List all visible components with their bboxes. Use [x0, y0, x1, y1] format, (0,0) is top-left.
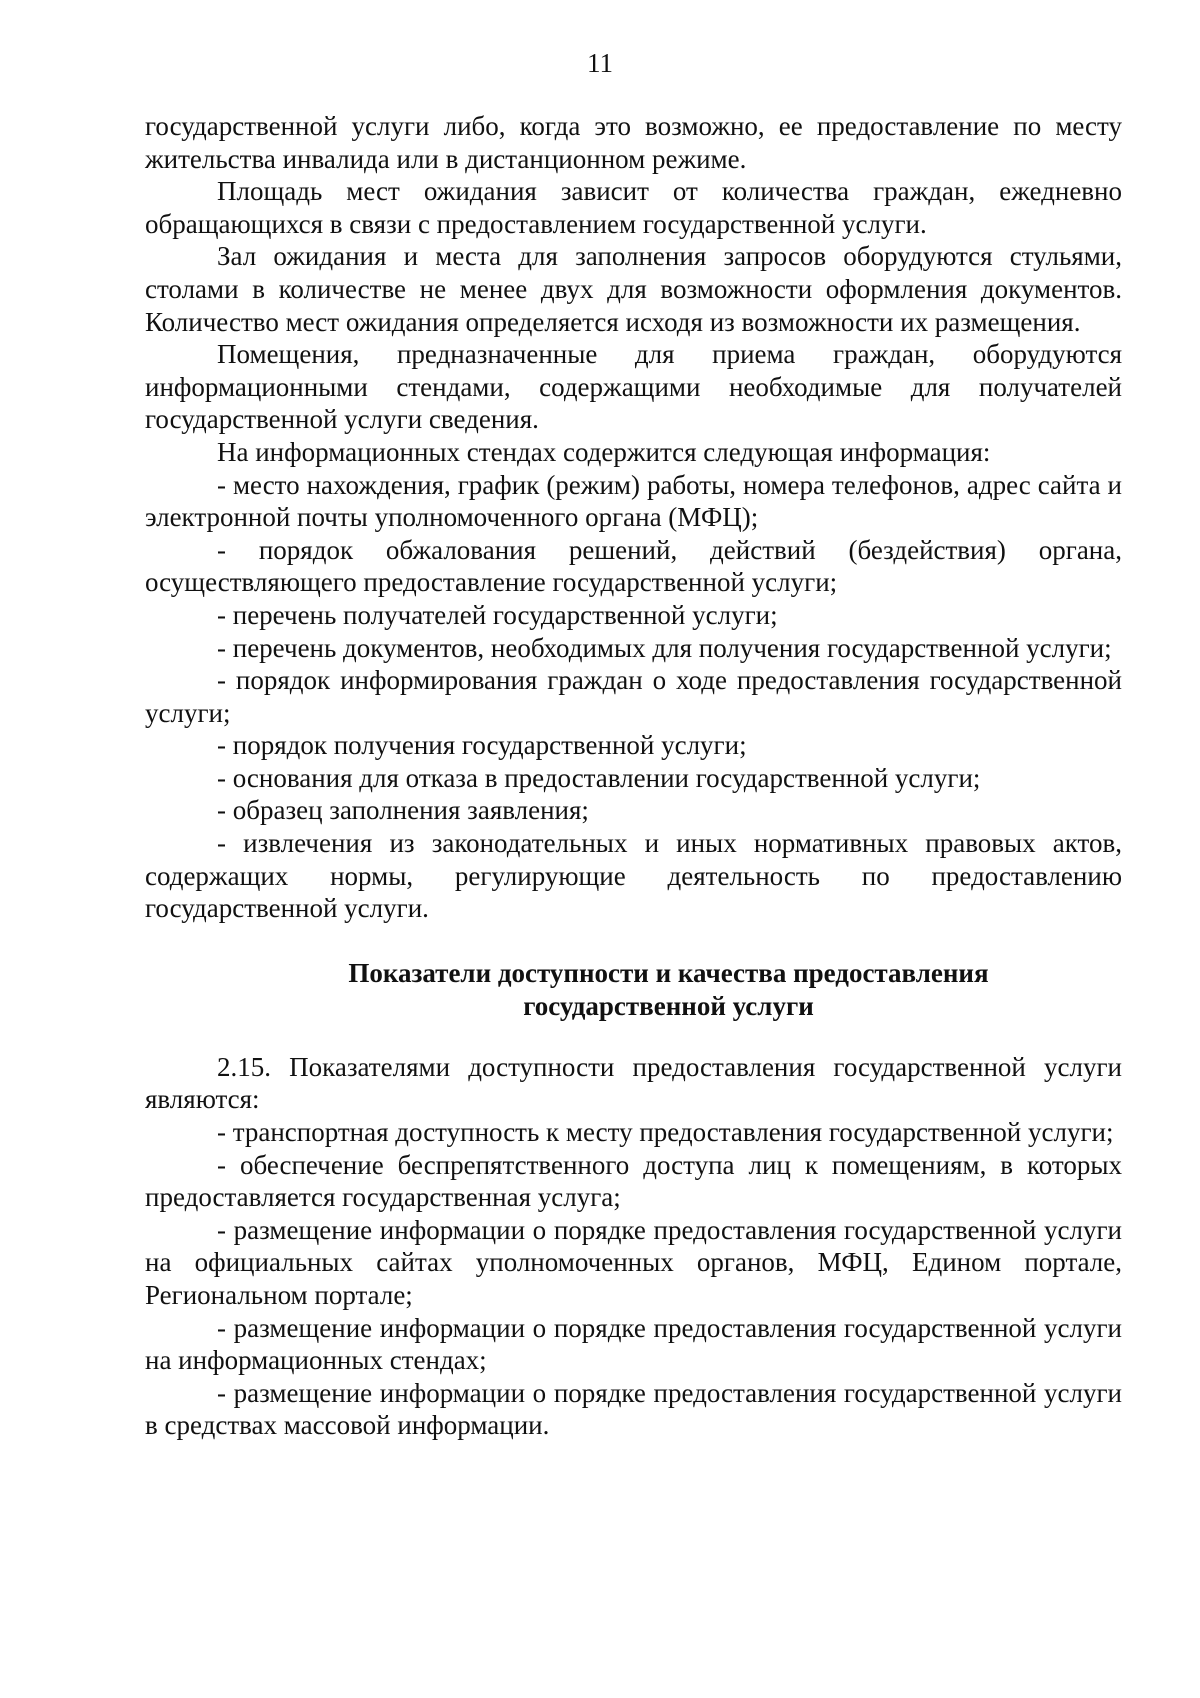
list-item: - порядок обжалования решений, действий (бездействия) органа, осуществляющего предоставление государственной услуги;	[145, 534, 1122, 598]
list-item: - транспортная доступность к месту предоставления государственной услуги;	[217, 1117, 1114, 1148]
page-number: 11	[587, 48, 613, 78]
list-item: - перечень документов, необходимых для получения государственной услуги;	[217, 632, 1112, 663]
list-item: - извлечения из законодательных и иных нормативных правовых актов, содержащих нормы, регулирующие деятельность по предоставлению государственной услуги.	[145, 828, 1122, 924]
list-item: - перечень получателей государственной услуги;	[217, 599, 778, 630]
list-item: - порядок получения государственной услуги;	[217, 730, 747, 761]
section-heading	[145, 957, 1122, 1023]
list-item: - место нахождения, график (режим) работы, номера телефонов, адрес сайта и электронной почты уполномоченного органа (МФЦ);	[145, 469, 1122, 533]
list-item: - размещение информации о порядке предоставления государственной услуги на информационных стендах;	[145, 1312, 1122, 1376]
section-heading-line: Показатели доступности и качества предоставления	[348, 957, 989, 988]
section-heading-line: государственной услуги	[523, 990, 814, 1021]
document-body	[145, 110, 1122, 1442]
paragraph: государственной услуги либо, когда это возможно, ее предоставление по месту жительства инвалида или в дистанционном режиме.	[145, 111, 1122, 174]
paragraph: Помещения, предназначенные для приема граждан, оборудуются информационными стендами, содержащими необходимые для получателей государственной услуги сведения.	[145, 339, 1122, 435]
list-item: - размещение информации о порядке предоставления государственной услуги на официальных сайтах уполномоченных органов, МФЦ, Едином портале, Региональном портале;	[145, 1214, 1122, 1310]
paragraph: 2.15. Показателями доступности предоставления государственной услуги являются:	[145, 1051, 1122, 1115]
list-item: - основания для отказа в предоставлении государственной услуги;	[217, 762, 981, 793]
list-item: - образец заполнения заявления;	[217, 795, 589, 826]
paragraph: Количество мест ожидания определяется исходя из возможности их размещения.	[145, 306, 1081, 337]
paragraph: Зал ожидания и места для заполнения запросов оборудуются стульями, столами в количестве не менее двух для возможности оформления документов.	[145, 241, 1122, 304]
paragraph: На информационных стендах содержится следующая информация:	[217, 436, 991, 467]
list-item: - обеспечение беспрепятственного доступа лиц к помещениям, в которых предоставляется государственная услуга;	[145, 1149, 1122, 1213]
list-item: - порядок информирования граждан о ходе предоставления государственной услуги;	[145, 665, 1122, 728]
paragraph: Площадь мест ожидания зависит от количества граждан, ежедневно обращающихся в связи с предоставлением государственной услуги.	[145, 176, 1122, 239]
list-item: - размещение информации о порядке предоставления государственной услуги в средствах массовой информации.	[145, 1377, 1122, 1441]
